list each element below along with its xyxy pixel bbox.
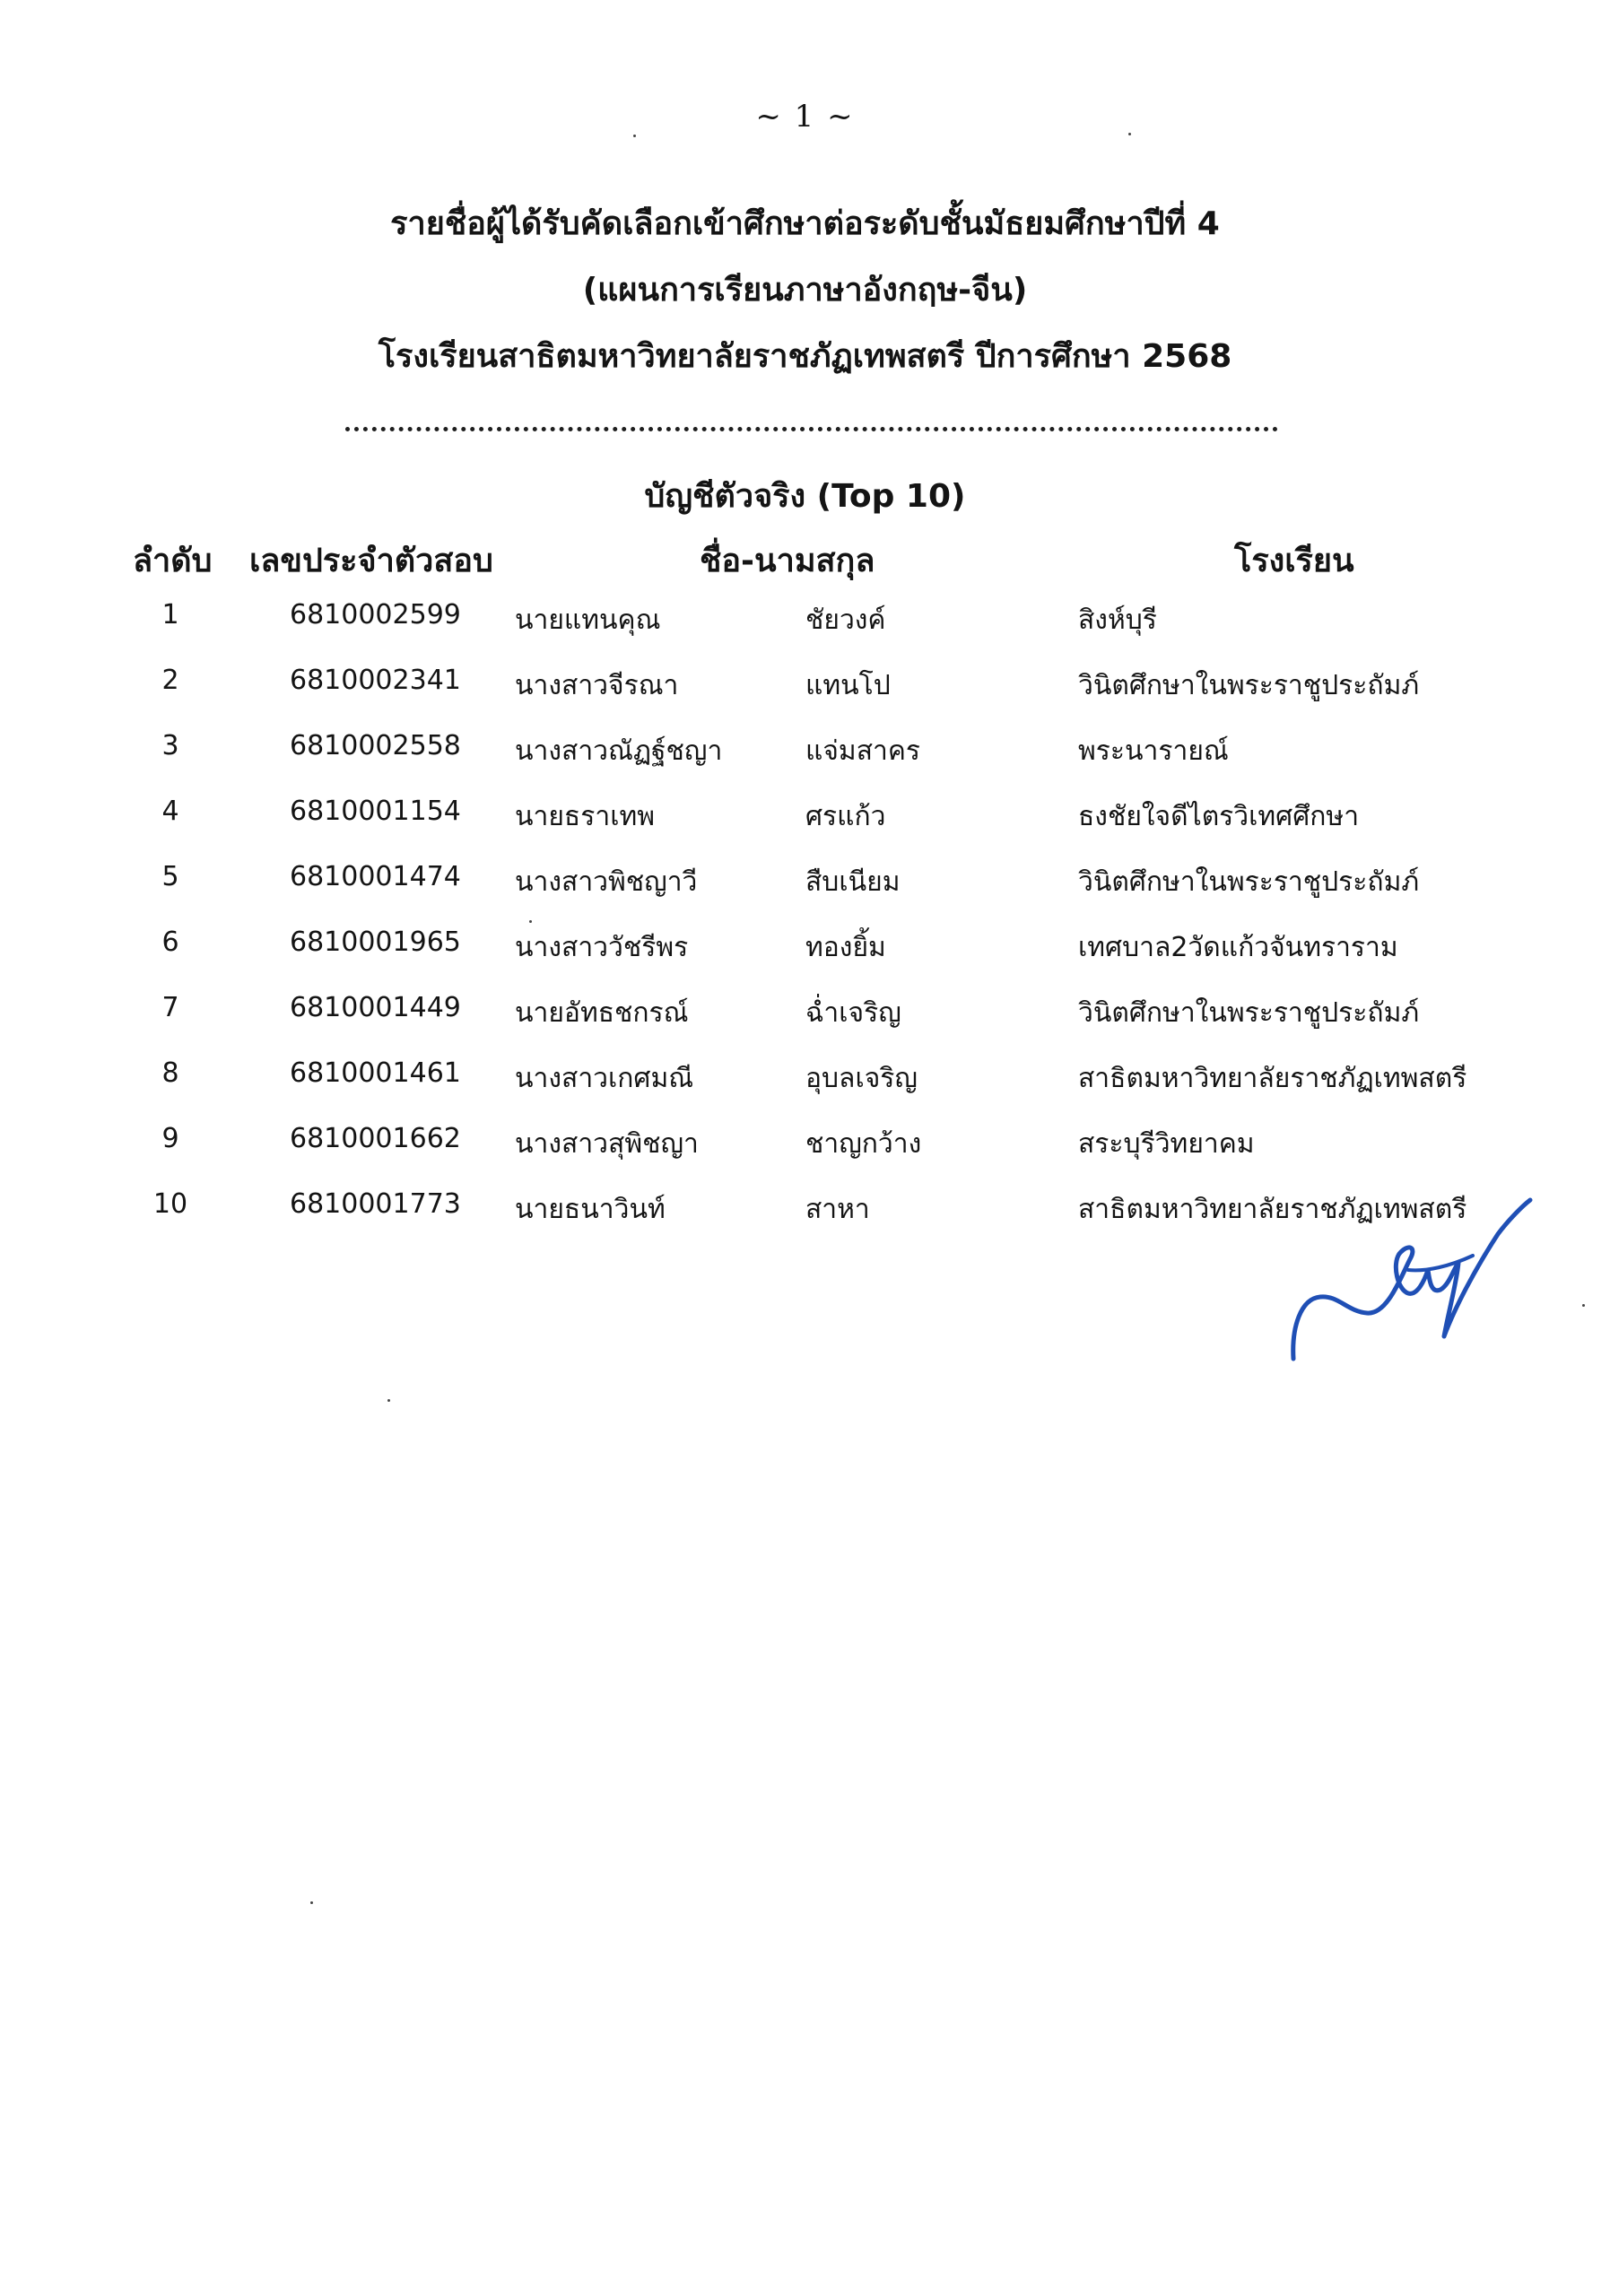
last-name-cell: อุบลเจริญ xyxy=(805,1063,918,1094)
last-name-cell: สาหา xyxy=(805,1194,870,1225)
school-cell: วินิตศึกษาในพระราชูประถัมภ์ xyxy=(1078,866,1420,898)
table-row xyxy=(0,992,1610,1057)
column-header-exam-id: เลขประจำตัวสอบ xyxy=(249,543,493,579)
rank-cell: 7 xyxy=(161,992,179,1023)
table-row xyxy=(0,926,1610,992)
exam-id-cell: 6810001773 xyxy=(290,1188,461,1220)
last-name-cell: ชัยวงค์ xyxy=(805,604,886,636)
exam-id-cell: 6810002558 xyxy=(290,730,461,761)
last-name-cell: ชาญกว้าง xyxy=(805,1128,922,1160)
first-name-cell: นางสาวจีรณา xyxy=(515,670,679,701)
exam-id-cell: 6810001154 xyxy=(290,796,461,827)
school-cell: สาธิตมหาวิทยาลัยราชภัฏเทพสตรี xyxy=(1078,1194,1467,1225)
signature-flourish xyxy=(1408,1256,1473,1270)
exam-id-cell: 6810001662 xyxy=(290,1123,461,1154)
first-name-cell: นายธนาวินท์ xyxy=(515,1194,666,1225)
table-row xyxy=(0,665,1610,730)
last-name-cell: สืบเนียม xyxy=(805,866,901,898)
signature xyxy=(1274,1184,1534,1372)
school-cell: สระบุรีวิทยาคม xyxy=(1078,1128,1255,1160)
scan-speck xyxy=(387,1399,390,1402)
exam-id-cell: 6810001449 xyxy=(290,992,461,1023)
scan-speck xyxy=(310,1901,313,1904)
last-name-cell: แทนโป xyxy=(805,670,891,701)
column-header-rank: ลำดับ xyxy=(133,543,213,579)
last-name-cell: ฉ่ำเจริญ xyxy=(805,997,901,1029)
school-cell: สาธิตมหาวิทยาลัยราชภัฏเทพสตรี xyxy=(1078,1063,1467,1094)
rank-cell: 6 xyxy=(161,926,179,958)
table-row xyxy=(0,599,1610,665)
school-cell: เทศบาล2วัดแก้วจันทราราม xyxy=(1078,932,1398,963)
document-title-line-1: รายชื่อผู้ได้รับคัดเลือกเข้าศึกษาต่อระดับชั้นมัธยมศึกษาปีที่ 4 xyxy=(390,205,1220,242)
results-table xyxy=(0,599,1610,1254)
exam-id-cell: 6810002599 xyxy=(290,599,461,631)
scan-speck xyxy=(1128,133,1131,135)
rank-cell: 9 xyxy=(161,1123,179,1154)
rank-cell: 1 xyxy=(161,599,179,631)
table-row xyxy=(0,796,1610,861)
first-name-cell: นางสาวพิชญาวี xyxy=(515,866,698,898)
exam-id-cell: 6810001474 xyxy=(290,861,461,892)
rank-cell: 4 xyxy=(161,796,179,827)
list-heading: บัญชีตัวจริง (Top 10) xyxy=(644,478,966,515)
page-number: ~ 1 ~ xyxy=(755,99,855,135)
first-name-cell: นายแทนคุณ xyxy=(515,604,661,636)
school-cell: วินิตศึกษาในพระราชูประถัมภ์ xyxy=(1078,670,1420,701)
rank-cell: 10 xyxy=(152,1188,188,1220)
first-name-cell: นางสาวสุพิชญา xyxy=(515,1128,699,1160)
last-name-cell: ทองยิ้ม xyxy=(805,932,886,963)
document-title-line-3: โรงเรียนสาธิตมหาวิทยาลัยราชภัฏเทพสตรี ปีการศึกษา 2568 xyxy=(378,338,1232,375)
first-name-cell: นายธราเทพ xyxy=(515,801,656,832)
first-name-cell: นายอัทธชกรณ์ xyxy=(515,997,689,1029)
school-cell: พระนารายณ์ xyxy=(1078,735,1229,767)
table-row xyxy=(0,1057,1610,1123)
table-row xyxy=(0,861,1610,926)
dotted-divider xyxy=(345,427,1278,431)
last-name-cell: แจ่มสาคร xyxy=(805,735,921,767)
exam-id-cell: 6810001965 xyxy=(290,926,461,958)
rank-cell: 8 xyxy=(161,1057,179,1089)
first-name-cell: นางสาวณัฏฐ์ชญา xyxy=(515,735,723,767)
rank-cell: 5 xyxy=(161,861,179,892)
last-name-cell: ศรแก้ว xyxy=(805,801,886,832)
scan-speck xyxy=(1582,1304,1585,1307)
scan-speck xyxy=(633,135,636,137)
column-header-name: ชื่อ-นามสกุล xyxy=(700,543,875,579)
column-header-school: โรงเรียน xyxy=(1234,543,1354,579)
exam-id-cell: 6810002341 xyxy=(290,665,461,696)
scan-speck xyxy=(529,920,532,923)
table-row xyxy=(0,1123,1610,1188)
school-cell: สิงห์บุรี xyxy=(1078,604,1157,636)
first-name-cell: นางสาววัชรีพร xyxy=(515,932,689,963)
exam-id-cell: 6810001461 xyxy=(290,1057,461,1089)
rank-cell: 2 xyxy=(161,665,179,696)
first-name-cell: นางสาวเกศมณี xyxy=(515,1063,694,1094)
table-row xyxy=(0,730,1610,796)
signature-stroke xyxy=(1293,1200,1530,1359)
school-cell: ธงชัยใจดีไตรวิเทศศึกษา xyxy=(1078,801,1360,832)
document-title-line-2: (แผนการเรียนภาษาอังกฤษ-จีน) xyxy=(582,272,1028,309)
school-cell: วินิตศึกษาในพระราชูประถัมภ์ xyxy=(1078,997,1420,1029)
rank-cell: 3 xyxy=(161,730,179,761)
